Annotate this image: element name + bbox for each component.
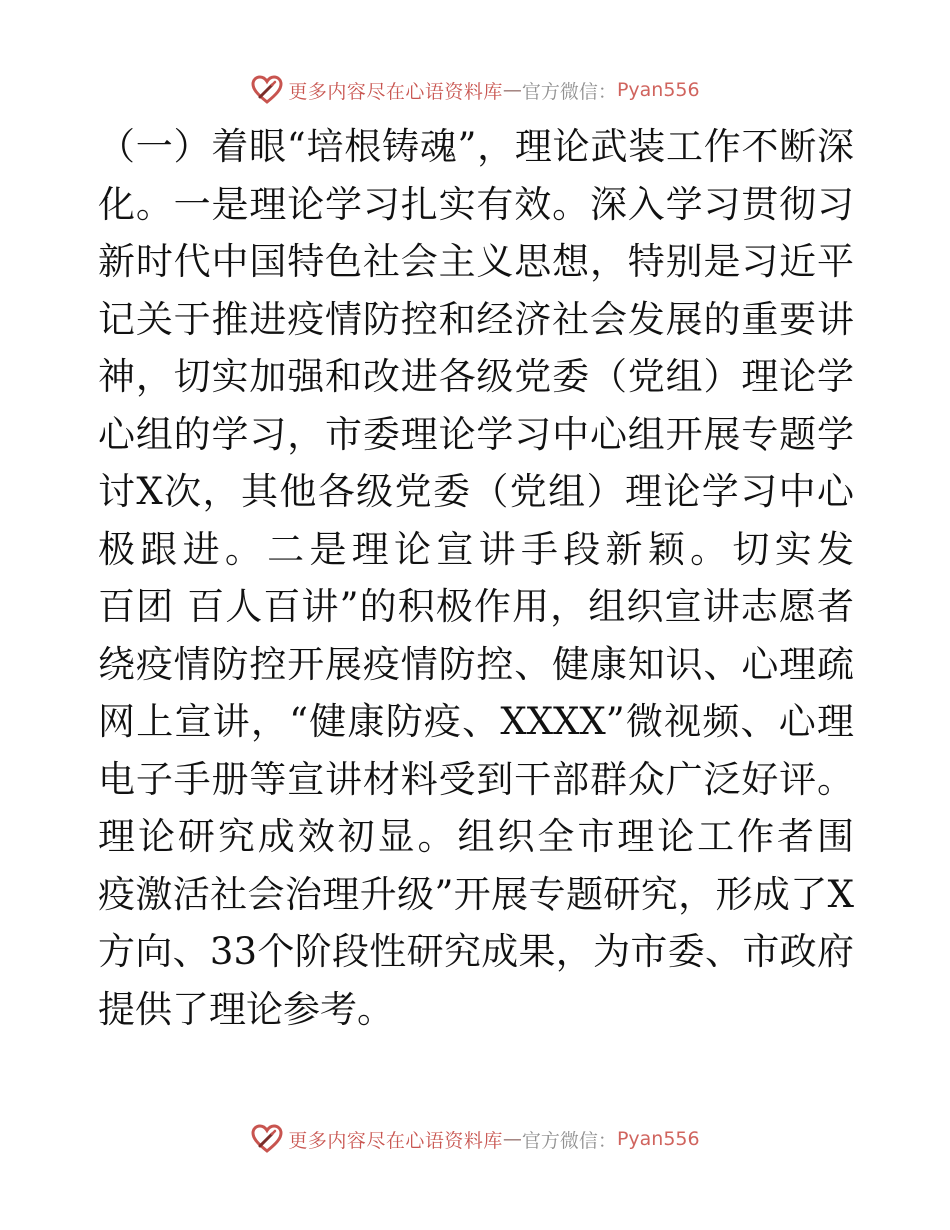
text-line: 网上宣讲，“健康防疫、XXXX”微视频、心理 — [98, 700, 854, 743]
text-line: 心组的学习，市委理论学习中心组开展专题学 — [98, 412, 854, 456]
watermark-sub-text: 官方微信： — [521, 80, 617, 103]
text-line: 疫激活社会治理升级”开展专题研究，形成了X — [98, 872, 854, 916]
text-line-last: 提供了理论参考。 — [98, 987, 394, 1031]
heart-pen-logo-icon — [250, 73, 284, 107]
header-watermark — [0, 70, 950, 110]
text-line: 百团 百人百讲”的积极作用，组织宣讲志愿者 — [98, 585, 854, 628]
watermark-main-text: 更多内容尽在心语资料库 — [288, 80, 503, 103]
watermark-separator: — — [502, 1128, 522, 1150]
watermark-sub-text: 官方微信： — [521, 1129, 617, 1152]
text-line: 方向、33个阶段性研究成果，为市委、市政府 — [98, 930, 854, 973]
watermark-account-id: Pyan556 — [616, 1128, 700, 1150]
watermark-account-id: Pyan556 — [616, 79, 700, 101]
text-line: 绕疫情防控开展疫情防控、健康知识、心理疏 — [98, 642, 854, 686]
watermark-main-text: 更多内容尽在心语资料库 — [288, 1129, 503, 1152]
text-line: 记关于推进疫情防控和经济社会发展的重要讲 — [98, 297, 854, 341]
text-line: 极跟进。二是理论宣讲手段新颖。切实发 — [98, 527, 854, 571]
text-line: 神，切实加强和改进各级党委（党组）理论学 — [98, 355, 854, 398]
text-line: 化。一是理论学习扎实有效。深入学习贯彻习 — [98, 182, 854, 226]
text-line: （一）着眼“培根铸魂”，理论武装工作不断深 — [98, 125, 854, 168]
text-line: 电子手册等宣讲材料受到干部群众广泛好评。 — [98, 757, 854, 801]
watermark-separator: — — [502, 79, 522, 101]
text-line: 理论研究成效初显。组织全市理论工作者围 — [98, 815, 854, 858]
footer-watermark — [0, 1119, 950, 1159]
heart-pen-logo-icon — [250, 1122, 284, 1156]
text-line: 讨X次，其他各级党委（党组）理论学习中心 — [98, 470, 854, 513]
body-paragraph — [98, 118, 854, 1038]
text-line: 新时代中国特色社会主义思想，特别是习近平 — [98, 240, 854, 283]
